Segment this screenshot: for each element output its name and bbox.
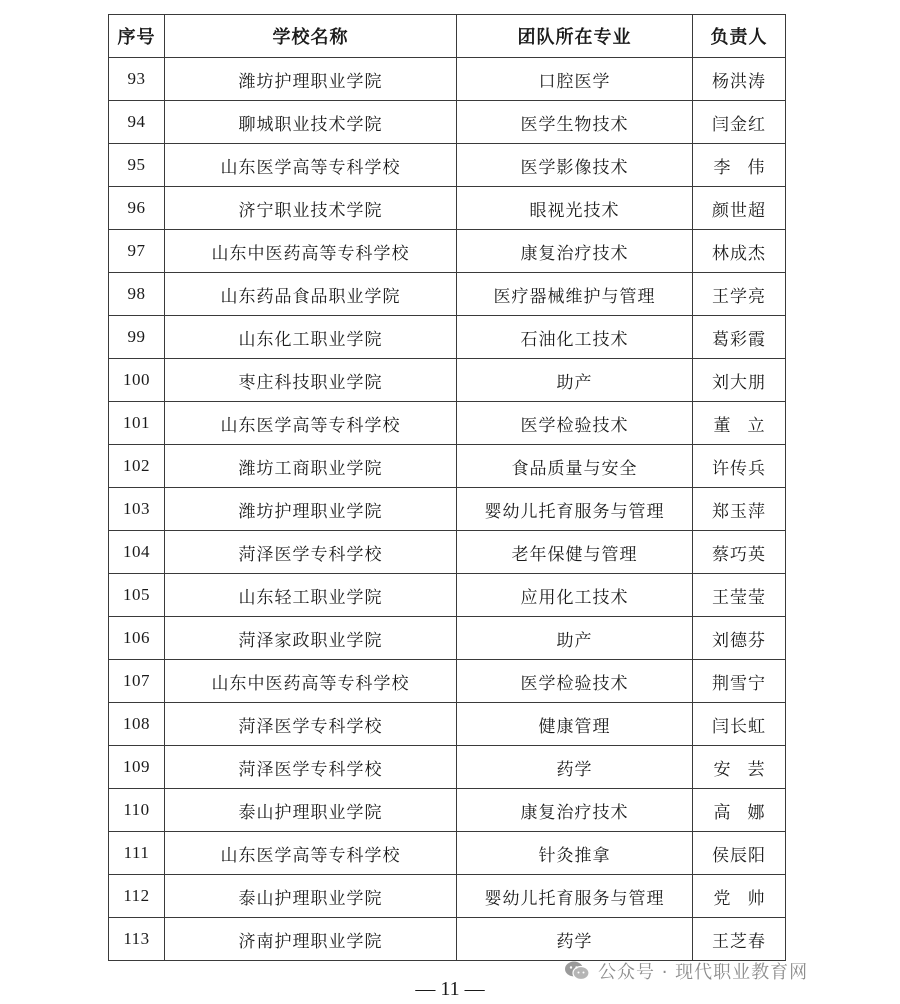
cell-seq: 110 xyxy=(109,789,165,832)
cell-seq: 112 xyxy=(109,875,165,918)
header-major: 团队所在专业 xyxy=(457,15,693,58)
cell-school: 山东医学高等专科学校 xyxy=(165,402,457,445)
cell-major: 石油化工技术 xyxy=(457,316,693,359)
table-row xyxy=(109,101,786,144)
table-row xyxy=(109,918,786,961)
cell-seq: 113 xyxy=(109,918,165,961)
table-row xyxy=(109,617,786,660)
cell-seq: 105 xyxy=(109,574,165,617)
cell-school: 山东医学高等专科学校 xyxy=(165,144,457,187)
cell-leader: 荆雪宁 xyxy=(693,660,786,703)
cell-seq: 94 xyxy=(109,101,165,144)
cell-school: 山东化工职业学院 xyxy=(165,316,457,359)
table-row xyxy=(109,359,786,402)
cell-leader: 闫金红 xyxy=(693,101,786,144)
watermark-text: 公众号 · 现代职业教育网 xyxy=(598,962,809,983)
cell-major: 康复治疗技术 xyxy=(457,789,693,832)
cell-leader: 郑玉萍 xyxy=(693,488,786,531)
cell-major: 药学 xyxy=(457,746,693,789)
cell-seq: 93 xyxy=(109,58,165,101)
table-header-row xyxy=(109,15,786,58)
table-row xyxy=(109,875,786,918)
cell-leader: 安芸 xyxy=(693,746,786,789)
cell-major: 口腔医学 xyxy=(457,58,693,101)
cell-school: 菏泽家政职业学院 xyxy=(165,617,457,660)
table-row xyxy=(109,746,786,789)
table-row xyxy=(109,703,786,746)
cell-leader: 闫长虹 xyxy=(693,703,786,746)
cell-major: 健康管理 xyxy=(457,703,693,746)
cell-major: 医学影像技术 xyxy=(457,144,693,187)
cell-major: 助产 xyxy=(457,359,693,402)
cell-leader: 董立 xyxy=(693,402,786,445)
cell-seq: 95 xyxy=(109,144,165,187)
cell-leader: 党帅 xyxy=(693,875,786,918)
cell-leader: 王莹莹 xyxy=(693,574,786,617)
table-row xyxy=(109,144,786,187)
table-row xyxy=(109,488,786,531)
cell-seq: 99 xyxy=(109,316,165,359)
data-table xyxy=(108,14,786,961)
cell-school: 泰山护理职业学院 xyxy=(165,875,457,918)
cell-seq: 103 xyxy=(109,488,165,531)
cell-school: 山东医学高等专科学校 xyxy=(165,832,457,875)
table-row xyxy=(109,832,786,875)
table-row xyxy=(109,531,786,574)
cell-school: 枣庄科技职业学院 xyxy=(165,359,457,402)
cell-major: 康复治疗技术 xyxy=(457,230,693,273)
cell-school: 菏泽医学专科学校 xyxy=(165,703,457,746)
cell-leader: 刘大朋 xyxy=(693,359,786,402)
cell-school: 菏泽医学专科学校 xyxy=(165,531,457,574)
cell-leader: 颜世超 xyxy=(693,187,786,230)
header-seq: 序号 xyxy=(109,15,165,58)
cell-seq: 100 xyxy=(109,359,165,402)
cell-leader: 许传兵 xyxy=(693,445,786,488)
cell-school: 济南护理职业学院 xyxy=(165,918,457,961)
table-row xyxy=(109,273,786,316)
cell-leader: 王芝春 xyxy=(693,918,786,961)
cell-school: 山东药品食品职业学院 xyxy=(165,273,457,316)
cell-school: 潍坊工商职业学院 xyxy=(165,445,457,488)
header-school: 学校名称 xyxy=(165,15,457,58)
table-row xyxy=(109,316,786,359)
cell-school: 潍坊护理职业学院 xyxy=(165,488,457,531)
table-row xyxy=(109,230,786,273)
cell-major: 食品质量与安全 xyxy=(457,445,693,488)
cell-seq: 111 xyxy=(109,832,165,875)
data-table-container xyxy=(108,14,785,961)
cell-school: 山东轻工职业学院 xyxy=(165,574,457,617)
table-row xyxy=(109,789,786,832)
cell-major: 医疗器械维护与管理 xyxy=(457,273,693,316)
cell-seq: 104 xyxy=(109,531,165,574)
cell-seq: 96 xyxy=(109,187,165,230)
header-leader: 负责人 xyxy=(693,15,786,58)
cell-major: 医学生物技术 xyxy=(457,101,693,144)
cell-seq: 101 xyxy=(109,402,165,445)
cell-leader: 侯辰阳 xyxy=(693,832,786,875)
cell-school: 泰山护理职业学院 xyxy=(165,789,457,832)
cell-school: 济宁职业技术学院 xyxy=(165,187,457,230)
cell-seq: 102 xyxy=(109,445,165,488)
table-body xyxy=(109,58,786,961)
cell-leader: 蔡巧英 xyxy=(693,531,786,574)
cell-leader: 李伟 xyxy=(693,144,786,187)
table-row xyxy=(109,402,786,445)
table-row xyxy=(109,574,786,617)
table-row xyxy=(109,187,786,230)
cell-school: 聊城职业技术学院 xyxy=(165,101,457,144)
cell-leader: 王学亮 xyxy=(693,273,786,316)
cell-major: 针灸推拿 xyxy=(457,832,693,875)
cell-school: 潍坊护理职业学院 xyxy=(165,58,457,101)
page-number: — 11 — xyxy=(415,978,485,1000)
table-row xyxy=(109,58,786,101)
cell-major: 婴幼儿托育服务与管理 xyxy=(457,875,693,918)
cell-major: 老年保健与管理 xyxy=(457,531,693,574)
cell-seq: 98 xyxy=(109,273,165,316)
cell-leader: 高娜 xyxy=(693,789,786,832)
table-row xyxy=(109,660,786,703)
cell-major: 眼视光技术 xyxy=(457,187,693,230)
cell-school: 山东中医药高等专科学校 xyxy=(165,230,457,273)
cell-seq: 107 xyxy=(109,660,165,703)
cell-major: 药学 xyxy=(457,918,693,961)
cell-major: 应用化工技术 xyxy=(457,574,693,617)
table-row xyxy=(109,445,786,488)
cell-seq: 97 xyxy=(109,230,165,273)
cell-seq: 108 xyxy=(109,703,165,746)
cell-major: 医学检验技术 xyxy=(457,402,693,445)
cell-seq: 109 xyxy=(109,746,165,789)
cell-leader: 葛彩霞 xyxy=(693,316,786,359)
cell-major: 医学检验技术 xyxy=(457,660,693,703)
cell-major: 婴幼儿托育服务与管理 xyxy=(457,488,693,531)
cell-school: 山东中医药高等专科学校 xyxy=(165,660,457,703)
cell-leader: 杨洪涛 xyxy=(693,58,786,101)
cell-school: 菏泽医学专科学校 xyxy=(165,746,457,789)
cell-major: 助产 xyxy=(457,617,693,660)
cell-leader: 刘德芬 xyxy=(693,617,786,660)
cell-seq: 106 xyxy=(109,617,165,660)
cell-leader: 林成杰 xyxy=(693,230,786,273)
